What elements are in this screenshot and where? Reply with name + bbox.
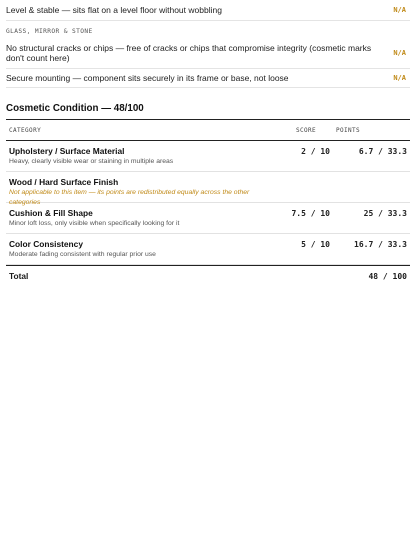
category-description: Heavy, clearly visible wear or staining in multiple areas (9, 158, 174, 165)
section-title-cosmetic: Cosmetic Condition — 48/100 (6, 103, 144, 114)
score-value: 5 / 10 (301, 240, 330, 249)
header-points: POINTS (336, 126, 361, 134)
category-name: Upholstery / Surface Material (9, 146, 125, 156)
table-row (6, 172, 410, 206)
table-row (6, 203, 410, 234)
checklist-item-text: Secure mounting — component sits securely in its frame or base, not loose (6, 72, 289, 83)
score-value: 2 / 10 (301, 147, 330, 156)
points-value: 25 / 33.3 (363, 209, 407, 218)
section-label-glass: GLASS, MIRROR & STONE (6, 28, 93, 35)
category-description: Moderate fading consistent with regular prior use (9, 251, 156, 258)
score-value (276, 177, 336, 178)
table-row (6, 141, 410, 172)
category-name: Cushion & Fill Shape (9, 208, 93, 218)
checklist-item-mounting (6, 69, 410, 88)
checklist-item-text: Level & stable — sits flat on a level floor without wobbling (6, 4, 222, 15)
category-cell (6, 146, 276, 167)
table-header (6, 120, 410, 141)
header-score: SCORE (295, 126, 317, 134)
status-badge: N/A (393, 49, 406, 57)
status-badge: N/A (393, 74, 406, 82)
checklist-item-level (6, 0, 410, 21)
category-description: Minor loft loss, only visible when specifically looking for it (9, 220, 180, 227)
category-cell (6, 239, 276, 260)
points-value: 16.7 / 33.3 (354, 240, 407, 249)
points-value: 6.7 / 33.3 (358, 147, 407, 156)
category-description: Not applicable to this item — its points are redistributed equally across the other categories (9, 189, 250, 206)
header-category: CATEGORY (9, 126, 42, 134)
category-name: Color Consistency (9, 239, 83, 249)
table-row (6, 234, 410, 265)
checklist-item-cracks (6, 38, 410, 69)
category-cell (6, 177, 276, 208)
category-name: Wood / Hard Surface Finish (9, 177, 119, 187)
total-row (6, 265, 410, 286)
score-value: 7.5 / 10 (291, 209, 330, 218)
category-cell (6, 208, 276, 229)
points-value (336, 177, 410, 178)
status-badge: N/A (393, 6, 406, 14)
total-label: Total (9, 271, 29, 281)
total-value: 48 / 100 (368, 271, 407, 281)
checklist-item-text: No structural cracks or chips — free of cracks or chips that compromise integrity (cosmetic marks don't count here) (6, 42, 372, 63)
